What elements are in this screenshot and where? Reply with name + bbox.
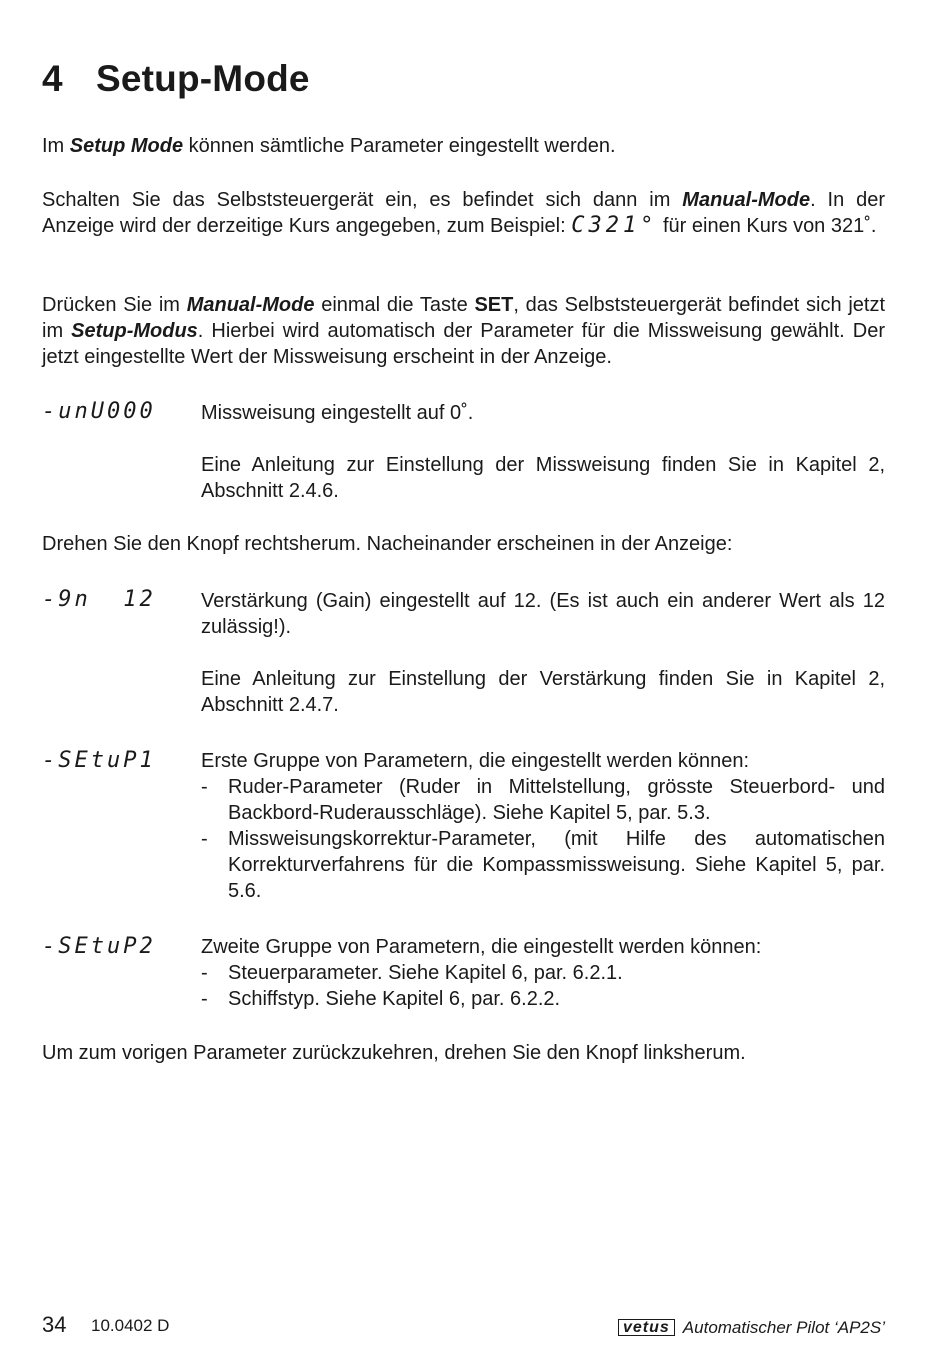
setup1-display-code: -SEtuP1 <box>42 748 156 773</box>
manual-mode-paragraph <box>42 187 885 239</box>
chapter-number: 4 <box>42 58 63 99</box>
manual-emphasis: Manual-Mode <box>682 189 811 211</box>
vetus-logo: vetus <box>618 1319 675 1336</box>
setup-text-2: einmal die Taste <box>314 294 475 316</box>
chapter-title: Setup-Mode <box>96 58 310 99</box>
manual-title: Automatischer Pilot ‘AP2S’ <box>682 1318 885 1337</box>
document-code: 10.0402 D <box>91 1316 170 1335</box>
list-item: - Steuerparameter. Siehe Kapitel 6, par. 6.2.1. <box>201 962 623 984</box>
setup-text-1: Drücken Sie im <box>42 294 187 316</box>
turn-left-paragraph: Um zum vorigen Parameter zurückzukehren, drehen Sie den Knopf linksherum. <box>42 1042 746 1064</box>
list-item-text: Ruder-Parameter (Ruder in Mittelstellung, grösste Steuerbord- und Backbord-Ruderausschläge). Siehe Kapitel 5, par. 5.3. <box>228 776 885 824</box>
setup-emphasis-2: Setup-Modus <box>71 320 198 342</box>
list-item-text: Steuerparameter. Siehe Kapitel 6, par. 6.2.1. <box>228 962 623 984</box>
page-number: 34 <box>42 1312 67 1337</box>
intro-paragraph <box>42 133 885 159</box>
lcd-display-example: C321° <box>571 213 658 238</box>
list-item: - Ruder-Parameter (Ruder in Mittelstellung, grösste Steuerbord- und Backbord-Ruderausschläge). Siehe Kapitel 5, par. 5.3. <box>201 776 885 824</box>
setup2-display-code: -SEtuP2 <box>42 934 156 959</box>
gain-description: Verstärkung (Gain) eingestellt auf 12. (Es ist auch ein anderer Wert als 12 zulässig!). <box>201 590 885 638</box>
intro-text-2: können sämtliche Parameter eingestellt werden. <box>183 135 616 157</box>
setup1-list <box>201 774 885 904</box>
setup2-description: Zweite Gruppe von Parametern, die eingestellt werden können: <box>201 936 762 958</box>
list-item-text: Schiffstyp. Siehe Kapitel 6, par. 6.2.2. <box>228 988 561 1010</box>
intro-text-1: Im <box>42 135 70 157</box>
list-item: - Schiffstyp. Siehe Kapitel 6, par. 6.2.2. <box>201 988 561 1010</box>
variation-description: Missweisung eingestellt auf 0˚. <box>201 402 474 424</box>
list-item: - Missweisungskorrektur-Parameter, (mit Hilfe des automatischen Korrekturverfahrens für die Kompassmissweisung. Siehe Kapitel 5, par. 5.6. <box>201 828 885 902</box>
chapter-heading <box>42 58 310 100</box>
setup-text-3: , das Selbststeuergerät befindet sich jetzt im <box>42 294 885 342</box>
setup1-description: Erste Gruppe von Parametern, die eingestellt werden können: <box>201 750 750 772</box>
list-item-text: Missweisungskorrektur-Parameter, (mit Hilfe des automatischen Korrekturverfahrens für die Kompassmissweisung. Siehe Kapitel 5, par. 5.6. <box>228 828 885 902</box>
intro-emphasis: Setup Mode <box>69 135 184 157</box>
manual-text-3: für einen Kurs von 321˚. <box>657 215 877 237</box>
turn-right-paragraph: Drehen Sie den Knopf rechtsherum. Nacheinander erscheinen in der Anzeige: <box>42 533 733 555</box>
setup2-list <box>201 960 885 1012</box>
set-key-label: SET <box>474 294 514 316</box>
gain-note: Eine Anleitung zur Einstellung der Verstärkung finden Sie in Kapitel 2, Abschnitt 2.4.7. <box>201 668 885 716</box>
variation-note: Eine Anleitung zur Einstellung der Missweisung finden Sie in Kapitel 2, Abschnitt 2.4.6. <box>201 454 885 502</box>
setup-mode-paragraph <box>42 292 885 370</box>
manual-text-1: Schalten Sie das Selbststeuergerät ein, es befindet sich dann im <box>42 189 683 211</box>
setup-emphasis-1: Manual-Mode <box>186 294 315 316</box>
manual-text-2: . In der Anzeige wird der derzeitige Kurs angegeben, zum Beispiel: <box>42 189 885 237</box>
gain-display-code: -9n 12 <box>42 587 156 612</box>
setup-text-4: . Hierbei wird automatisch der Parameter für die Missweisung gewählt. Der jetzt eingestellte Wert der Missweisung erscheint in der Anzeige. <box>42 320 885 368</box>
footer-title <box>618 1318 885 1338</box>
variation-display-code: -unU000 <box>42 399 156 424</box>
